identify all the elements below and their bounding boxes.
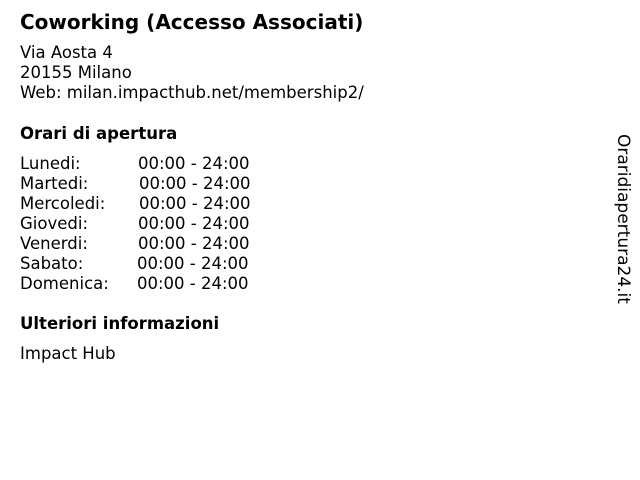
hours-row-monday [20, 154, 280, 174]
address-city: 20155 Milano [20, 63, 132, 82]
hours-time: 00:00 - 24:00 [137, 254, 249, 273]
hours-row-sunday [20, 274, 280, 294]
page-title: Coworking (Accesso Associati) [20, 10, 364, 34]
hours-time: 00:00 - 24:00 [138, 154, 250, 173]
hours-time: 00:00 - 24:00 [139, 174, 251, 193]
address-street: Via Aosta 4 [20, 43, 113, 62]
opening-hours-heading: Orari di apertura [20, 124, 178, 143]
hours-row-friday [20, 234, 280, 254]
hours-day: Lunedi: [20, 154, 81, 173]
hours-day: Domenica: [20, 274, 109, 293]
hours-row-wednesday [20, 194, 280, 214]
site-watermark: Oraridiapertura24.it [613, 134, 633, 304]
hours-time: 00:00 - 24:00 [137, 274, 249, 293]
hours-day: Mercoledi: [20, 194, 106, 213]
address-block [20, 43, 364, 103]
more-info-text: Impact Hub [20, 344, 116, 363]
hours-row-thursday [20, 214, 280, 234]
address-web: Web: milan.impacthub.net/membership2/ [20, 83, 364, 102]
hours-day: Giovedi: [20, 214, 88, 233]
hours-row-saturday [20, 254, 280, 274]
hours-day: Martedi: [20, 174, 89, 193]
hours-time: 00:00 - 24:00 [138, 234, 250, 253]
hours-day: Sabato: [20, 254, 84, 273]
hours-time: 00:00 - 24:00 [138, 214, 250, 233]
hours-row-tuesday [20, 174, 280, 194]
hours-time: 00:00 - 24:00 [139, 194, 251, 213]
opening-hours-table [20, 154, 280, 294]
more-info-heading: Ulteriori informazioni [20, 314, 220, 333]
hours-day: Venerdi: [20, 234, 88, 253]
